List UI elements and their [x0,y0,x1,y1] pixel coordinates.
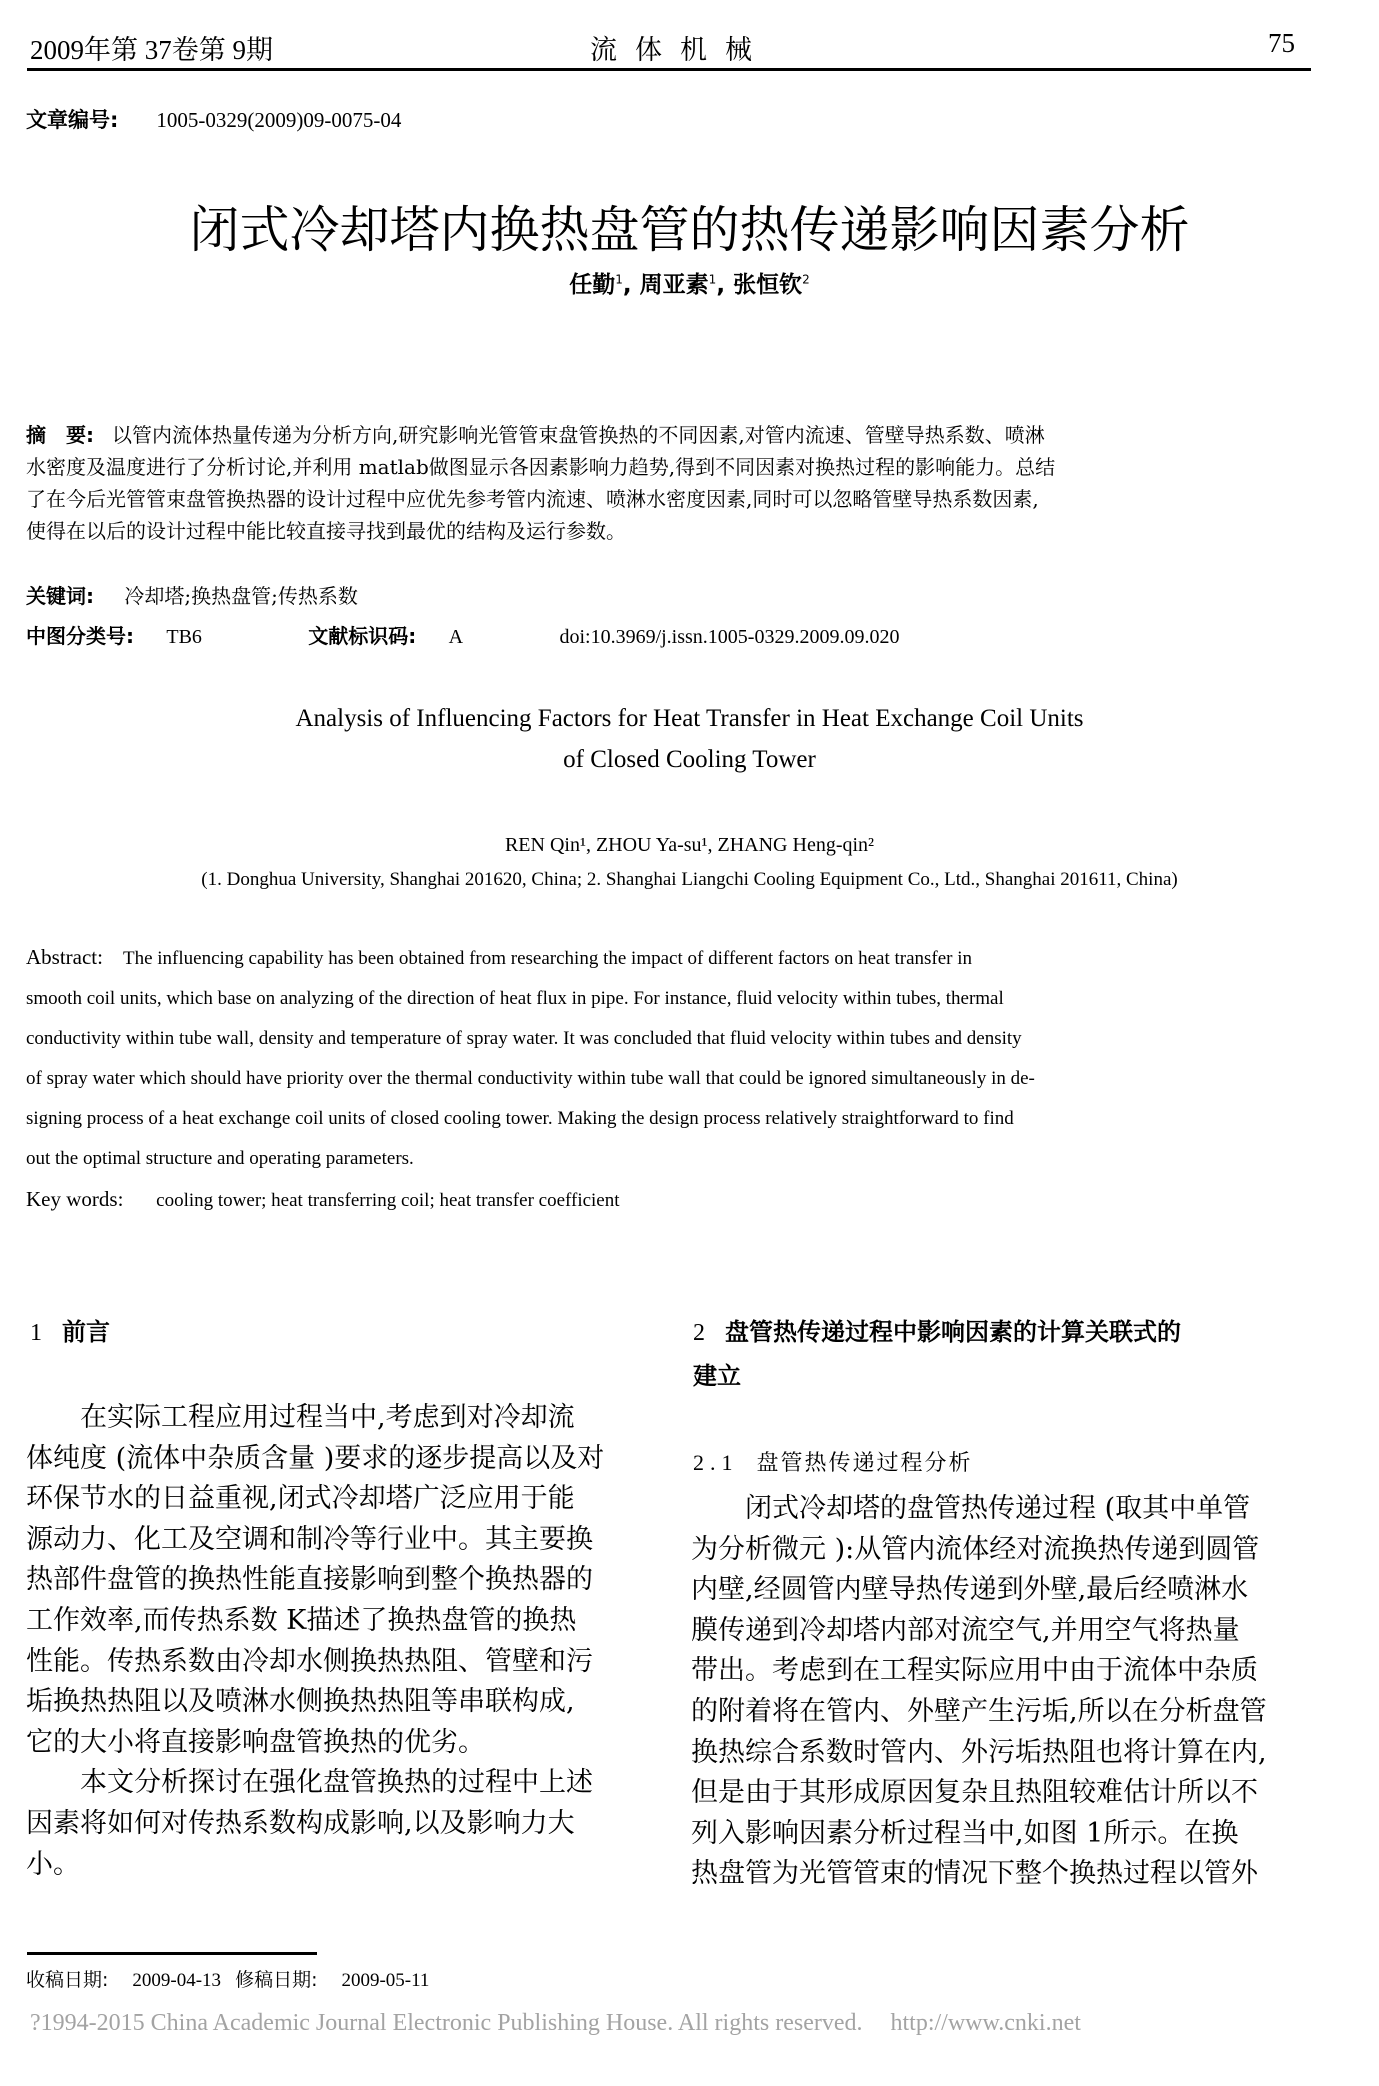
body-right-line: 闭式冷却塔的盘管热传递过程 (取其中单管 [691,1493,1251,1524]
body-left-line: 源动力、化工及空调和制冷等行业中。其主要换 [26,1523,593,1555]
revised-label: 修稿日期: [235,1969,318,1991]
classification-line [26,623,899,650]
body-right-line: 为分析微元 ):从管内流体经对流换热传递到圆管 [691,1533,1260,1565]
clc-value: TB6 [166,626,202,648]
page-number: 75 [1268,28,1295,58]
abstract-en-label: Abstract: [26,945,103,969]
section-title: 盘管热传递过程中影响因素的计算关联式的 [725,1318,1181,1346]
abstract-en-text: The influencing capability has been obtained from researching the impact of different factors on heat transfer in [122,948,973,969]
body-left-line: 体纯度 (流体中杂质含量 )要求的逐步提高以及对 [26,1442,605,1474]
copyright-text: ?1994-2015 China Academic Journal Electronic Publishing House. All rights reserved. [30,2010,863,2036]
author-list: 任勤$^1$, 周亚素$^1$, 张恒钦$^2$ [569,272,810,298]
english-affiliations: (1. Donghua University, Shanghai 201620, China; 2. Shanghai Liangchi Cooling Equipment Co., Ltd., Shanghai 201611, China) [201,869,1178,890]
body-left-line: 热部件盘管的换热性能直接影响到整个换热器的 [26,1564,593,1596]
author-affiliation-mark: 1 [708,272,717,287]
body-left-line: 垢换热热阻以及喷淋水侧换热热阻等串联构成, [26,1686,575,1718]
body-left-line: 小。 [26,1848,80,1880]
body-left-line: 在实际工程应用过程当中,考虑到对冷却流 [26,1402,575,1433]
abstract-en-line: of spray water which should have priority over the thermal conductivity within tube wall that could be ignored simultaneously in de- [26,1068,1035,1089]
abstract-en-line [26,944,1316,972]
body-right-line: 膜传递到冷却塔内部对流空气,并用空气将热量 [691,1614,1240,1646]
revised-date: 2009-05-11 [341,1970,430,1991]
abstract-cn-label: 摘 要: [26,423,94,447]
body-left-line: 性能。传热系数由冷却水侧换热热阻、管壁和污 [26,1645,593,1677]
abstract-en-line: out the optimal structure and operating parameters. [26,1148,414,1169]
section-heading-2 [693,1316,1181,1349]
received-dates [26,1968,443,1993]
author-name: 张恒钦 [733,272,803,298]
section-heading-2-cont: 建立 [693,1362,741,1390]
subsection-number: 2.1 [693,1450,739,1475]
abstract-cn-line: 使得在以后的设计过程中能比较直接寻找到最优的结构及运行参数。 [26,519,626,543]
body-left-line: 因素将如何对传热系数构成影响,以及影响力大 [26,1808,575,1839]
section-title: 前言 [62,1318,110,1346]
keywords-cn [26,583,358,609]
running-header-issue: 2009年第 37卷第 9期 [30,35,273,65]
body-right-line: 列入影响因素分析过程当中,如图 1所示。在换 [691,1817,1239,1849]
body-right-line: 热盘管为光管管束的情况下整个换热过程以管外 [691,1858,1258,1890]
keywords-en-label: Key words: [26,1187,124,1211]
keywords-cn-label: 关键词: [26,584,94,608]
abstract-cn-line: 水密度及温度进行了分析讨论,并利用 matlab做图显示各因素影响力趋势,得到不同因素对换热过程的影响能力。总结 [26,455,1056,479]
running-header-journal: 流体机械 [590,35,770,65]
body-left-line: 环保节水的日益重视,闭式冷却塔广泛应用于能 [26,1483,575,1515]
article-number-label: 文章编号: [26,108,119,132]
author-affiliation-mark: 1 [615,272,623,287]
subsection-title: 盘管热传递过程分析 [756,1451,973,1476]
subsection-heading-2-1 [693,1448,973,1479]
keywords-en [26,1186,620,1214]
clc-label: 中图分类号: [26,624,134,648]
section-number: 2 [693,1320,705,1346]
body-right-line: 但是由于其形成原因复杂且热阻较难估计所以不 [691,1777,1258,1809]
section-number: 1 [30,1320,42,1346]
author-name: 任勤 [569,272,616,298]
keywords-cn-value: 冷却塔;换热盘管;传热系数 [124,584,358,608]
author-affiliation-mark: 2 [802,272,810,287]
english-authors: REN Qin¹, ZHOU Ya-su¹, ZHANG Heng-qin² [504,834,875,856]
cnki-watermark [30,2008,1360,2038]
doc-code-label: 文献标识码: [308,624,417,648]
doc-code-value: A [448,626,464,648]
abstract-en-line: signing process of a heat exchange coil units of closed cooling tower. Making the design process relatively straightforward to find [26,1108,1014,1129]
section-heading-1 [30,1316,110,1349]
received-date: 2009-04-13 [132,1970,222,1991]
doi: doi:10.3969/j.issn.1005-0329.2009.09.020 [559,626,900,648]
body-right-line: 换热综合系数时管内、外污垢热阻也将计算在内, [691,1736,1267,1768]
footnote-rule [27,1952,317,1955]
body-left-line: 本文分析探讨在强化盘管换热的过程中上述 [26,1767,593,1799]
article-number-value: 1005-0329(2009)09-0075-04 [156,108,402,132]
body-right-line: 的附着将在管内、外壁产生污垢,所以在分析盘管 [691,1696,1267,1727]
header-rule [27,68,1311,71]
abstract-cn-line [26,422,1316,448]
body-left-line: 它的大小将直接影响盘管换热的优劣。 [26,1726,485,1758]
received-label: 收稿日期: [26,1969,109,1991]
abstract-cn-text: 以管内流体热量传递为分析方向,研究影响光管管束盘管换热的不同因素,对管内流速、管壁导热系数、喷淋 [112,423,1045,447]
abstract-cn-line: 了在今后光管管束盘管换热器的设计过程中应优先参考管内流速、喷淋水密度因素,同时可以忽略管壁导热系数因素, [26,487,1039,511]
keywords-en-value: cooling tower; heat transferring coil; heat transfer coefficient [156,1190,620,1211]
body-right-line: 内壁,经圆管内壁导热传递到外壁,最后经喷淋水 [691,1574,1249,1606]
english-title-line: of Closed Cooling Tower [563,746,816,773]
body-left-line: 工作效率,而传热系数 K描述了换热盘管的换热 [26,1605,577,1636]
author-name: 周亚素 [639,272,709,298]
body-right-line: 带出。考虑到在工程实际应用中由于流体中杂质 [691,1655,1258,1687]
english-title-line: Analysis of Influencing Factors for Heat Transfer in Heat Exchange Coil Units [295,705,1084,732]
cnki-url: http://www.cnki.net [890,2010,1081,2036]
paper-title: 闭式冷却塔内换热盘管的热传递影响因素分析 [189,201,1190,259]
abstract-en-line: conductivity within tube wall, density and temperature of spray water. It was concluded that fluid velocity within tubes and density [26,1028,1022,1049]
article-number [26,104,401,134]
abstract-en-line: smooth coil units, which base on analyzing of the direction of heat flux in pipe. For instance, fluid velocity within tubes, thermal [26,988,1004,1009]
